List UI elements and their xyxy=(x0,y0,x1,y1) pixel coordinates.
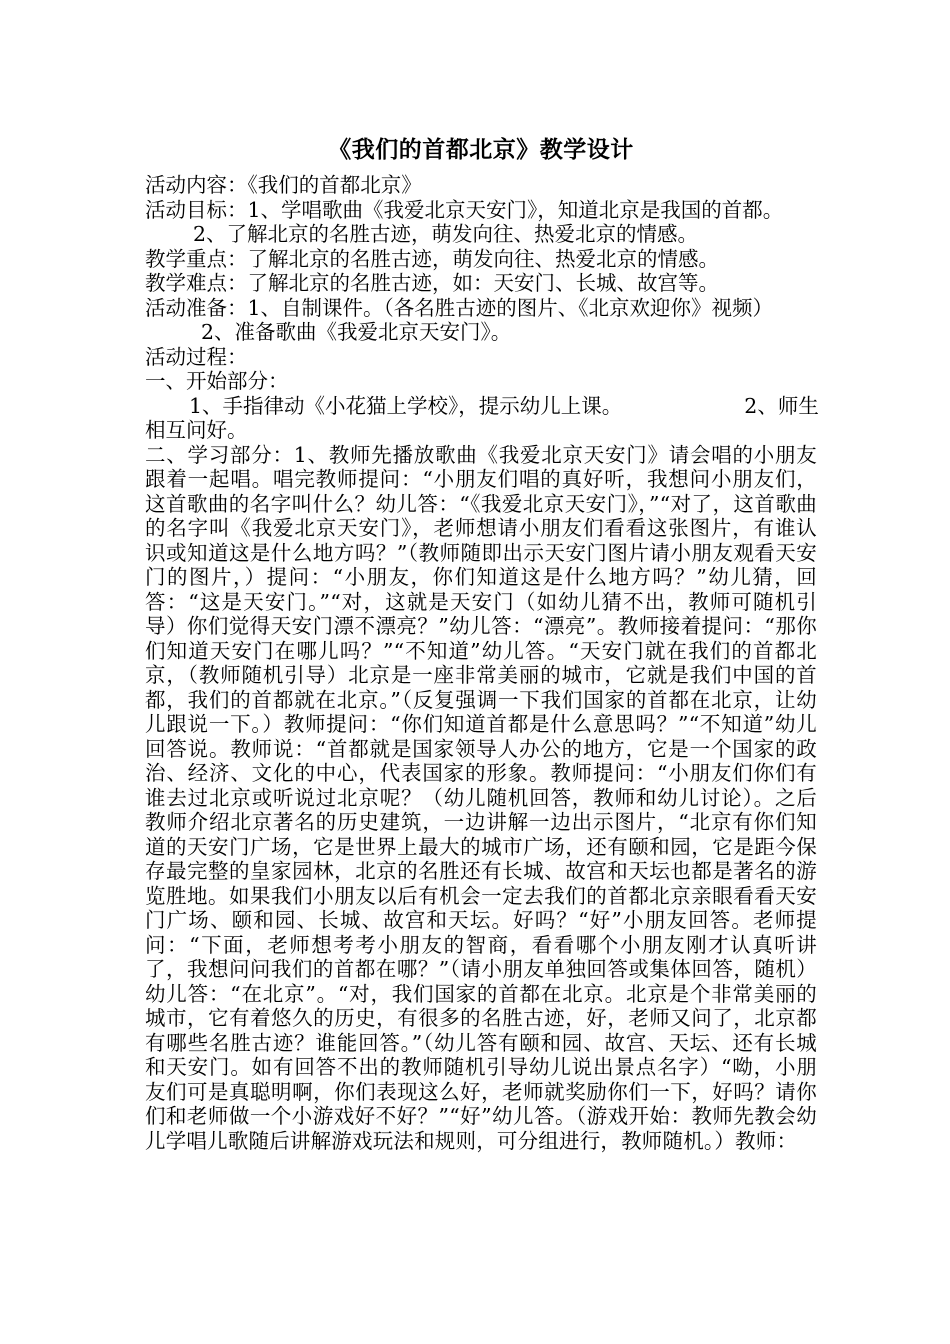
part-one-heading: 一、开始部分： xyxy=(145,369,289,393)
part-one-item-2-end: 相互问好。 xyxy=(145,418,248,442)
activity-goal-line-1: 活动目标：1、学唱歌曲《我爱北京天安门》，知道北京是我国的首都。 xyxy=(145,197,784,222)
part-one-item-1: 1、手指律动《小花猫上学校》，提示幼儿上课。 xyxy=(189,393,623,418)
activity-process-heading: 活动过程： xyxy=(145,344,248,369)
activity-prep-line-2: 2、准备歌曲《我爱北京天安门》。 xyxy=(201,320,512,344)
activity-prep-line-1: 活动准备：1、自制课件。（各名胜古迹的图片、《北京欢迎你》视频） xyxy=(145,295,774,320)
document-page xyxy=(145,135,817,1153)
teaching-key-line: 教学重点：了解北京的名胜古迹，萌发向往、热爱北京的情感。 xyxy=(145,246,719,271)
activity-goal-line-2: 2、了解北京的名胜古迹，萌发向往、热爱北京的情感。 xyxy=(193,222,699,246)
part-one-item-line xyxy=(145,394,817,419)
teaching-difficulty-line: 教学难点：了解北京的名胜古迹，如：天安门、长城、故宫等。 xyxy=(145,271,719,295)
part-one-item-2-start: 2、师生 xyxy=(744,393,819,418)
document-title: 《我们的首都北京》教学设计 xyxy=(328,136,634,163)
activity-content-line: 活动内容：《我们的首都北京》 xyxy=(145,173,422,197)
part-two-paragraph: 二、学习部分：1、教师先播放歌曲《我爱北京天安门》请会唱的小朋友跟着一起唱。唱完教师提问：“小朋友们唱的真好听，我想问小朋友们，这首歌曲的名字叫什么？幼儿答：“《我爱北京天安门》，”“对了，这首歌曲的名字叫《我爱北京天安门》，老师想请小朋友们看看这张图片，有谁认识或知道这是什么地方吗？”（教师随即出示天安门图片请小朋友观看天安门的图片，）提问：“小朋友，你们知道这是什么地方吗？”幼儿猜，回答：“这是天安门。”“对，这就是天安门（如幼儿猜不出，教师可随机引导）你们觉得天安门漂不漂亮？”幼儿答：“漂亮”。教师接着提问：“那你们知道天安门在哪儿吗？”“不知道”幼儿答。“天安门就在我们的首都北京，（教师随机引导）北京是一座非常美丽的城市，它就是我们中国的首都，我们的首都就在北京。”（反复强调一下我们国家的首都在北京，让幼儿跟说一下。）教师提问：“你们知道首都是什么意思吗？”“不知道”幼儿回答说。教师说：“首都就是国家领导人办公的地方，它是一个国家的政治、经济、文化的中心，代表国家的形象。教师提问：“小朋友们你们有谁去过北京或听说过北京呢？（幼儿随机回答，教师和幼儿讨论）。之后教师介绍北京著名的历史建筑，一边讲解一边出示图片，“北京有你们知道的天安门广场，它是世界上最大的城市广场，还有颐和园，它是距今保存最完整的皇家园林，北京的名胜还有长城、故宫和天坛也都是著名的游览胜地。如果我们小朋友以后有机会一定去我们的首都北京亲眼看看天安门广场、颐和园、长城、故宫和天坛。好吗？“好”小朋友回答。老师提问：“下面，老师想考考小朋友的智商，看看哪个小朋友刚才认真听讲了，我想问问我们的首都在哪？”（请小朋友单独回答或集体回答，随机）幼儿答：“在北京”。“对，我们国家的首都在北京。北京是个非常美丽的城市，它有着悠久的历史，有很多的名胜古迹，好，老师又问了，北京都有哪些名胜古迹？谁能回答。”（幼儿答有颐和园、故宫、天坛、还有长城和天安门。如有回答不出的教师随机引导幼儿说出景点名字）“呦，小朋友们可是真聪明啊，你们表现这么好，老师就奖励你们一下，好吗？请你们和老师做一个小游戏好不好？”“好”幼儿答。（游戏开始：教师先教会幼儿学唱儿歌随后讲解游戏玩法和规则，可分组进行，教师随机。）教师： xyxy=(145,442,817,1153)
